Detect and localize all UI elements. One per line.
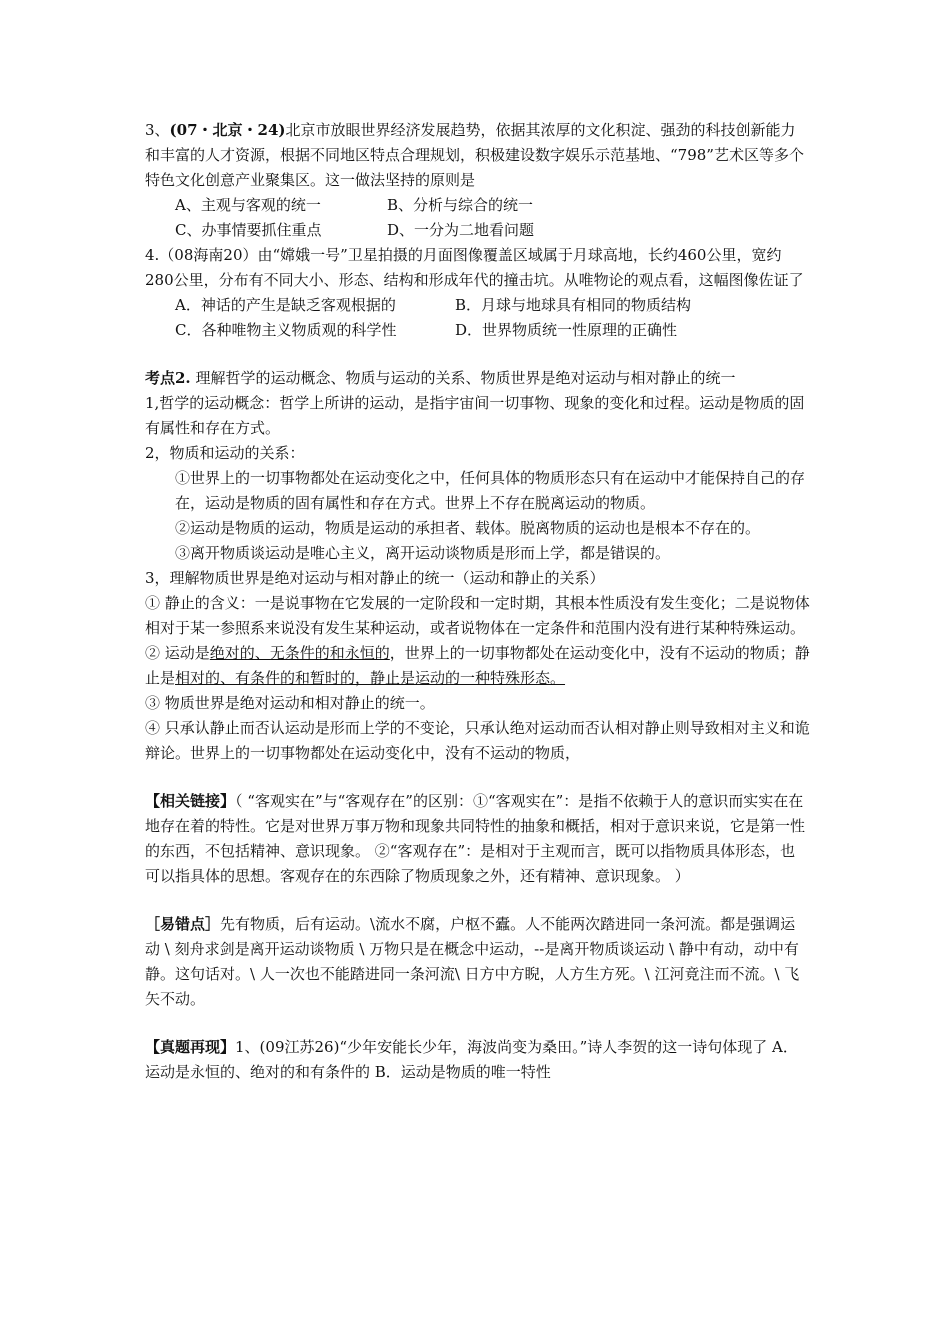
options-row xyxy=(145,218,810,243)
real-question-label: 【真题再现】 xyxy=(145,1038,236,1056)
option-b: B、分析与综合的统一 xyxy=(387,196,534,214)
option-d: D、一分为二地看问题 xyxy=(387,221,535,239)
option-c: C、办事情要抓住重点 xyxy=(175,221,322,239)
underlined-text: 绝对的、无条件的和永恒的 xyxy=(209,644,390,662)
list-item: ④ 只承认静止而否认运动是形而上学的不变论，只承认绝对运动而否认相对静止则导致相对主义和诡辩论。世界上的一切事物都处在运动变化中，没有不运动的物质， xyxy=(145,719,810,762)
list-item: ②运动是物质的运动，物质是运动的承担者、载体。脱离物质的运动也是根本不存在的。 xyxy=(175,519,761,537)
option-d: D．世界物质统一性原理的正确性 xyxy=(455,321,678,339)
list-item: ①世界上的一切事物都处在运动变化之中，任何具体的物质形态只有在运动中才能保持自己的存在，运动是物质的固有属性和存在方式。世界上不存在脱离运动的物质。 xyxy=(175,469,806,512)
list-item: ② 运动是绝对的、无条件的和永恒的，世界上的一切事物都处在运动变化中，没有不运动的物质；静止是相对的、有条件的和暂时的，静止是运动的一种特殊形态。 xyxy=(145,644,810,687)
kaodian-label: 考点2. xyxy=(145,369,191,387)
error-point-paragraph: ［易错点］先有物质，后有运动。\流水不腐，户枢不蠹。人不能两次踏进同一条河流。都是强调运动 \ 刻舟求剑是离开运动谈物质 \ 万物只是在概念中运动，--是离开物质谈运动 \ 静中有动，动中有静。这句话对。\ 人一次也不能踏进同一条河流\ 日方中方睨，人方生方死。\ 江河竟注而不流。\ 飞矢不动。 xyxy=(145,915,800,1008)
list-item: ③离开物质谈运动是唯心主义，离开运动谈物质是形而上学，都是错误的。 xyxy=(175,544,671,562)
question-3: 3、(07・北京・24)北京市放眼世界经济发展趋势，依据其浓厚的文化积淀、强劲的科技创新能力和丰富的人才资源，根据不同地区特点合理规划，积极建设数字娱乐示范基地、“798”艺术区等多个特色文化创意产业聚集区。这一做法坚持的原则是 xyxy=(145,121,804,189)
kaodian-title: 理解哲学的运动概念、物质与运动的关系、物质世界是绝对运动与相对静止的统一 xyxy=(195,369,736,387)
list-item: ① 静止的含义：一是说事物在它发展的一定阶段和一定时期，其根本性质没有发生变化；二是说物体相对于某一参照系来说没有发生某种运动，或者说物体在一定条件和范围内没有进行某种特殊运动。 xyxy=(145,594,810,637)
related-link-label: 【相关链接】 xyxy=(145,792,236,810)
related-link-paragraph: 【相关链接】（ “客观实在”与“客观存在”的区别：①“客观实在”：是指不依赖于人的意识而实实在在地存在着的特性。它是对世界万事万物和现象共同特性的抽象和概括，相对于意识来说，它是第一性的东西，不包括精神、意识现象。 ②“客观存在”：是相对于主观而言，既可以指物质具体形态，也可以指具体的思想。客观存在的东西除了物质现象之外，还有精神、意识现象。 ） xyxy=(145,792,806,885)
subheading: 2，物质和运动的关系： xyxy=(145,444,305,462)
option-a: A．神话的产生是缺乏客观根据的 xyxy=(175,296,396,314)
real-question-paragraph: 【真题再现】1、(09江苏26)“少年安能长少年，海波尚变为桑田。”诗人李贺的这一诗句体现了 A．运动是永恒的、绝对的和有条件的 B．运动是物质的唯一特性 xyxy=(145,1038,798,1081)
question-4: 4.（08海南20）由“嫦娥一号”卫星拍摄的月面图像覆盖区域属于月球高地，长约460公里，宽约280公里，分布有不同大小、形态、结构和形成年代的撞击坑。从唯物论的观点看，这幅图像佐证了 xyxy=(145,246,804,289)
section-heading xyxy=(145,366,810,391)
options-row xyxy=(145,318,810,343)
option-a: A、主观与客观的统一 xyxy=(175,196,321,214)
error-point-label: ［易错点］ xyxy=(145,915,221,933)
option-c: C．各种唯物主义物质观的科学性 xyxy=(175,321,397,339)
paragraph: 1,哲学的运动概念：哲学上所讲的运动，是指宇宙间一切事物、现象的变化和过程。运动是物质的固有属性和存在方式。 xyxy=(145,394,805,437)
options-row xyxy=(145,193,810,218)
option-b: B．月球与地球具有相同的物质结构 xyxy=(455,296,692,314)
list-item: ③ 物质世界是绝对运动和相对静止的统一。 xyxy=(145,694,435,712)
question-source: (07・北京・24) xyxy=(169,121,286,139)
options-row xyxy=(145,293,810,318)
underlined-text: 相对的、有条件的和暂时的，静止是运动的一种特殊形态。 xyxy=(175,669,566,687)
document-page xyxy=(145,118,810,1085)
subheading: 3，理解物质世界是绝对运动与相对静止的统一（运动和静止的关系） xyxy=(145,569,605,587)
